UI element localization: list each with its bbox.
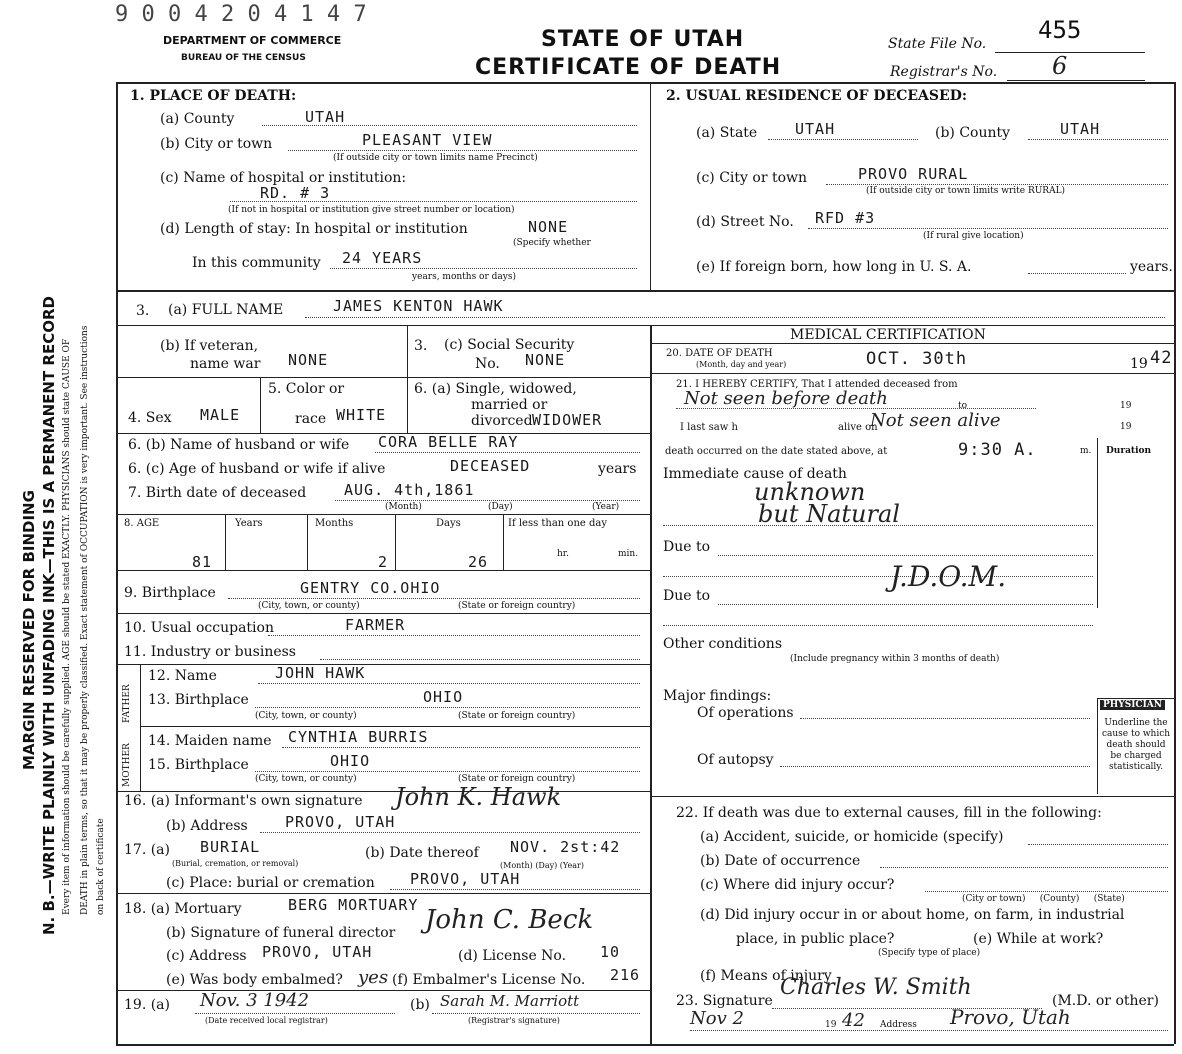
s18-embalmer-label: (f) Embalmer's License No. — [392, 972, 586, 988]
s22-c-note: (City or town) (County) (State) — [962, 894, 1125, 904]
father-label: FATHER — [122, 684, 132, 723]
s21-alive: Not seen alive — [870, 410, 1001, 431]
s2-street: RFD #3 — [815, 209, 876, 227]
s9-birth-label: 9. Birthplace — [124, 585, 216, 601]
s6-marital-label3: divorced — [471, 413, 533, 429]
s15-mother-birth-label: 15. Birthplace — [148, 757, 249, 773]
s17-burial-note: (Burial, cremation, or removal) — [172, 859, 299, 868]
s18-director-signature: John C. Beck — [425, 905, 594, 935]
s3-ss-label2: No. — [475, 356, 500, 372]
s21-major-label: Major findings: — [663, 688, 772, 704]
s21-cause-label: Immediate cause of death — [663, 466, 847, 482]
s19-registrar-note: (Registrar's signature) — [468, 1016, 560, 1025]
s22-specify-note: (Specify type of place) — [878, 948, 981, 958]
s18-mortuary-label: 18. (a) Mortuary — [124, 901, 242, 917]
s23-md-label: (M.D. or other) — [1052, 993, 1159, 1009]
s16-address: PROVO, UTAH — [285, 813, 396, 831]
duration-header: Duration — [1106, 446, 1152, 456]
state-title: STATE OF UTAH — [541, 27, 745, 52]
s7-year-note: (Year) — [592, 502, 620, 512]
s8-age-days: 26 — [468, 553, 489, 571]
s18-license: 10 — [600, 943, 621, 961]
s13-father-birth-label: 13. Birthplace — [148, 692, 249, 708]
s22-f-label: (f) Means of injury — [700, 968, 832, 984]
s2-city: PROVO RURAL — [858, 165, 969, 183]
s15-state-note: (State or foreign country) — [458, 774, 576, 784]
s7-day-note: (Day) — [488, 502, 513, 512]
s3-social-security: NONE — [525, 351, 566, 369]
s19-date-received: Nov. 3 1942 — [200, 990, 310, 1011]
s8-age-label: 8. AGE — [124, 518, 160, 529]
s5-race: WHITE — [336, 406, 387, 424]
s6c-years-label: years — [598, 461, 637, 477]
s8-days-header: Days — [436, 518, 461, 529]
s19-registrar-signature: Sarah M. Marriott — [440, 992, 580, 1010]
s13-state-note: (State or foreign country) — [458, 711, 576, 721]
s22-e-label: (e) While at work? — [973, 931, 1104, 947]
s1-specify-note: (Specify whether — [513, 238, 591, 248]
s7-month-note: (Month) — [385, 502, 422, 512]
s1-community-note: years, months or days) — [412, 272, 516, 282]
s8-years-header: Years — [235, 518, 263, 529]
s3-num: 3. — [136, 303, 150, 319]
s23-address-label: Address — [880, 1020, 917, 1030]
medical-title: MEDICAL CERTIFICATION — [790, 327, 986, 343]
s23-address: Provo, Utah — [950, 1005, 1071, 1029]
s2-title: 2. USUAL RESIDENCE OF DECEASED: — [666, 88, 968, 104]
s19-received-note: (Date received local registrar) — [205, 1016, 328, 1025]
s21-due-1-label: Due to — [663, 539, 711, 555]
s10-occupation: FARMER — [345, 616, 406, 634]
s3-name-label: (a) FULL NAME — [168, 302, 284, 318]
s23-signature-label: 23. Signature — [676, 993, 773, 1009]
bureau-name: BUREAU OF THE CENSUS — [181, 53, 306, 63]
s3-veteran: NONE — [288, 351, 329, 369]
s8-min-label: min. — [618, 549, 639, 559]
s6c-spouse-age: DECEASED — [450, 457, 531, 475]
s11-industry-label: 11. Industry or business — [124, 644, 296, 660]
s21-cause-2: but Natural — [758, 500, 900, 528]
s6b-spouse: CORA BELLE RAY — [378, 433, 519, 451]
s22-b-label: (b) Date of occurrence — [700, 853, 861, 869]
certificate-title: CERTIFICATE OF DEATH — [475, 55, 782, 80]
s9-birthplace: GENTRY CO.OHIO — [300, 579, 441, 597]
s21-alive-19: 19 — [1120, 422, 1132, 432]
s4-sex: MALE — [200, 406, 241, 424]
s18-embalmed-label: (e) Was body embalmed? — [166, 972, 343, 988]
s3-ss-num: 3. — [414, 338, 428, 354]
s12-father-name: JOHN HAWK — [275, 664, 366, 682]
s22-c-label: (c) Where did injury occur? — [700, 877, 895, 893]
s6b-spouse-label: 6. (b) Name of husband or wife — [128, 437, 350, 453]
state-file-label: State File No. — [888, 36, 987, 52]
s18-license-label: (d) License No. — [458, 948, 567, 964]
s1-city-label: (b) City or town — [160, 136, 273, 152]
s8-less-header: If less than one day — [508, 518, 607, 529]
s1-stay: NONE — [528, 218, 569, 236]
s18-director-label: (b) Signature of funeral director — [166, 925, 396, 941]
margin-note-binding: MARGIN RESERVED FOR BINDING — [20, 490, 38, 770]
s7-birth-label: 7. Birth date of deceased — [128, 485, 307, 501]
s8-age-months: 2 — [378, 553, 389, 571]
s18-embalmer-license: 216 — [610, 966, 641, 984]
margin-instructions-3: on back of certificate — [96, 818, 106, 915]
s18-embalmed: yes — [358, 967, 389, 988]
s1-hospital: RD. # 3 — [260, 184, 331, 202]
s1-city: PLEASANT VIEW — [362, 131, 493, 149]
s9-city-note: (City, town, or county) — [258, 601, 360, 611]
registrar-number-label: Registrar's No. — [890, 64, 998, 80]
s3-vet-label: (b) If veteran, — [160, 338, 259, 354]
registrar-number: 6 — [1052, 52, 1068, 80]
s2-county: UTAH — [1060, 120, 1101, 138]
s6-marital-label2: married or — [471, 397, 548, 413]
s2-city-label: (c) City or town — [696, 170, 808, 186]
s20-year-prefix: 19 — [1130, 356, 1148, 372]
s2-street-note: (If rural give location) — [923, 231, 1024, 241]
s1-hospital-label: (c) Name of hospital or institution: — [160, 170, 407, 186]
s1-county: UTAH — [305, 108, 346, 126]
s23-year: 42 — [842, 1010, 865, 1031]
s21-attended: Not seen before death — [684, 388, 888, 409]
s20-dod-note: (Month, day and year) — [696, 360, 787, 369]
s21-due-2-label: Due to — [663, 588, 711, 604]
s1-county-label: (a) County — [160, 111, 235, 127]
s21-certify-label: 21. I HEREBY CERTIFY, That I attended deceased from — [676, 379, 958, 390]
s13-father-birthplace: OHIO — [423, 688, 464, 706]
s21-autopsy-label: Of autopsy — [697, 752, 774, 768]
s21-other-note: (Include pregnancy within 3 months of death) — [790, 654, 1000, 664]
s2-county-label: (b) County — [935, 125, 1011, 141]
s14-mother-name-label: 14. Maiden name — [148, 733, 272, 749]
s16-informant-signature: John K. Hawk — [395, 783, 562, 811]
s21-other-label: Other conditions — [663, 636, 783, 652]
s2-state-label: (a) State — [696, 125, 758, 141]
s5-color-label: 5. Color or — [268, 381, 345, 397]
s16-signature-label: 16. (a) Informant's own signature — [124, 793, 363, 809]
s15-city-note: (City, town, or county) — [255, 774, 357, 784]
s21-19-label: 19 — [1120, 401, 1132, 411]
margin-instructions-2: DEATH in plain terms, so that it may be properly classified. Exact statement of OCCUPATION is very important. See instructions — [80, 325, 90, 915]
s19-registrar-label: (b) — [410, 997, 430, 1013]
s22-label: 22. If death was due to external causes, fill in the following: — [676, 805, 1102, 821]
s16-address-label: (b) Address — [166, 818, 248, 834]
s23-year-prefix: 19 — [825, 1020, 837, 1030]
serial-number: 9 0 0 4 2 0 4 1 4 7 — [115, 2, 367, 27]
s15-mother-birthplace: OHIO — [330, 752, 371, 770]
s1-stay-label: (d) Length of stay: In hospital or institution — [160, 221, 468, 237]
s23-date: Nov 2 — [690, 1008, 744, 1029]
s1-title: 1. PLACE OF DEATH: — [130, 88, 297, 104]
s21-to-label: to — [958, 401, 968, 411]
physician-note: Underline the cause to which death should be charged statistically. — [1101, 718, 1171, 772]
department-name: DEPARTMENT OF COMMERCE — [163, 34, 342, 47]
s20-dod-label: 20. DATE OF DEATH — [666, 348, 773, 359]
s3-full-name: JAMES KENTON HAWK — [333, 297, 504, 315]
s21-alive-label: alive on — [838, 422, 878, 433]
margin-note-ink: N. B.—WRITE PLAINLY WITH UNFADING INK—THIS IS A PERMANENT RECORD — [40, 296, 58, 935]
s8-hr-label: hr. — [557, 549, 569, 559]
s3-vet-label2: name war — [190, 356, 261, 372]
s6-marital-status: WIDOWER — [532, 411, 603, 429]
s19-received-label: 19. (a) — [124, 997, 170, 1013]
s17-burial: BURIAL — [200, 838, 261, 856]
s18-address: PROVO, UTAH — [262, 943, 373, 961]
s21-saw-label: I last saw h — [680, 422, 738, 433]
physician-header: PHYSICIAN — [1100, 700, 1165, 710]
state-file-number: 455 — [1038, 16, 1082, 44]
s22-d2-label: place, in public place? — [736, 931, 895, 947]
s21-operations-label: Of operations — [697, 705, 794, 721]
s6c-spouse-age-label: 6. (c) Age of husband or wife if alive — [128, 461, 386, 477]
s20-year: 42 — [1150, 348, 1173, 368]
s6-marital-label: 6. (a) Single, widowed, — [414, 381, 577, 397]
s1-community: 24 YEARS — [342, 249, 423, 267]
s17-burial-label: 17. (a) — [124, 842, 170, 858]
s1-city-note: (If outside city or town limits name Precinct) — [333, 153, 538, 163]
s17-date-note: (Month) (Day) (Year) — [500, 861, 584, 870]
s9-state-note: (State or foreign country) — [458, 601, 576, 611]
s13-city-note: (City, town, or county) — [255, 711, 357, 721]
s3-ss-label: (c) Social Security — [444, 337, 575, 353]
s21-time: 9:30 A. — [958, 440, 1037, 460]
s8-age-years: 81 — [192, 553, 213, 571]
mother-label: MOTHER — [122, 743, 132, 787]
s17-burial-place: PROVO, UTAH — [410, 870, 521, 888]
s17-place-label: (c) Place: burial or cremation — [166, 875, 375, 891]
s22-d-label: (d) Did injury occur in or about home, on farm, in industrial — [700, 907, 1125, 923]
s2-state: UTAH — [795, 120, 836, 138]
s20-date-of-death: OCT. 30th — [866, 349, 968, 369]
s18-address-label: (c) Address — [166, 948, 247, 964]
s12-father-name-label: 12. Name — [148, 668, 217, 684]
s8-months-header: Months — [315, 518, 354, 529]
s18-mortuary: BERG MORTUARY — [288, 896, 419, 914]
s21-due-mark: J.D.O.M. — [890, 560, 1007, 593]
s7-birth-date: AUG. 4th,1861 — [344, 481, 475, 499]
s21-m-label: m. — [1080, 446, 1092, 456]
s23-signature: Charles W. Smith — [780, 975, 972, 1000]
s14-mother-name: CYNTHIA BURRIS — [288, 728, 429, 746]
s21-cause-1: unknown — [754, 478, 866, 506]
s2-foreign-label: (e) If foreign born, how long in U. S. A. — [696, 259, 972, 275]
s4-sex-label: 4. Sex — [128, 410, 172, 426]
s1-community-label: In this community — [192, 255, 321, 271]
s1-hospital-note: (If not in hospital or institution give street number or location) — [228, 205, 515, 215]
s5-race-label: race — [295, 411, 327, 427]
s2-city-note: (If outside city or town limits write RURAL) — [866, 186, 1066, 196]
s17-date-label: (b) Date thereof — [365, 845, 479, 861]
s2-street-label: (d) Street No. — [696, 214, 794, 230]
s21-occurred-label: death occurred on the date stated above, at — [665, 446, 888, 457]
s2-years-label: years. — [1130, 259, 1173, 275]
s22-a-label: (a) Accident, suicide, or homicide (specify) — [700, 829, 1004, 845]
s17-burial-date: NOV. 2st:42 — [510, 838, 621, 856]
s10-occupation-label: 10. Usual occupation — [124, 620, 274, 636]
margin-instructions-1: Every item of information should be carefully supplied. AGE should be stated EXACTLY. PHYSICIANS should state CAUSE OF — [62, 338, 72, 915]
